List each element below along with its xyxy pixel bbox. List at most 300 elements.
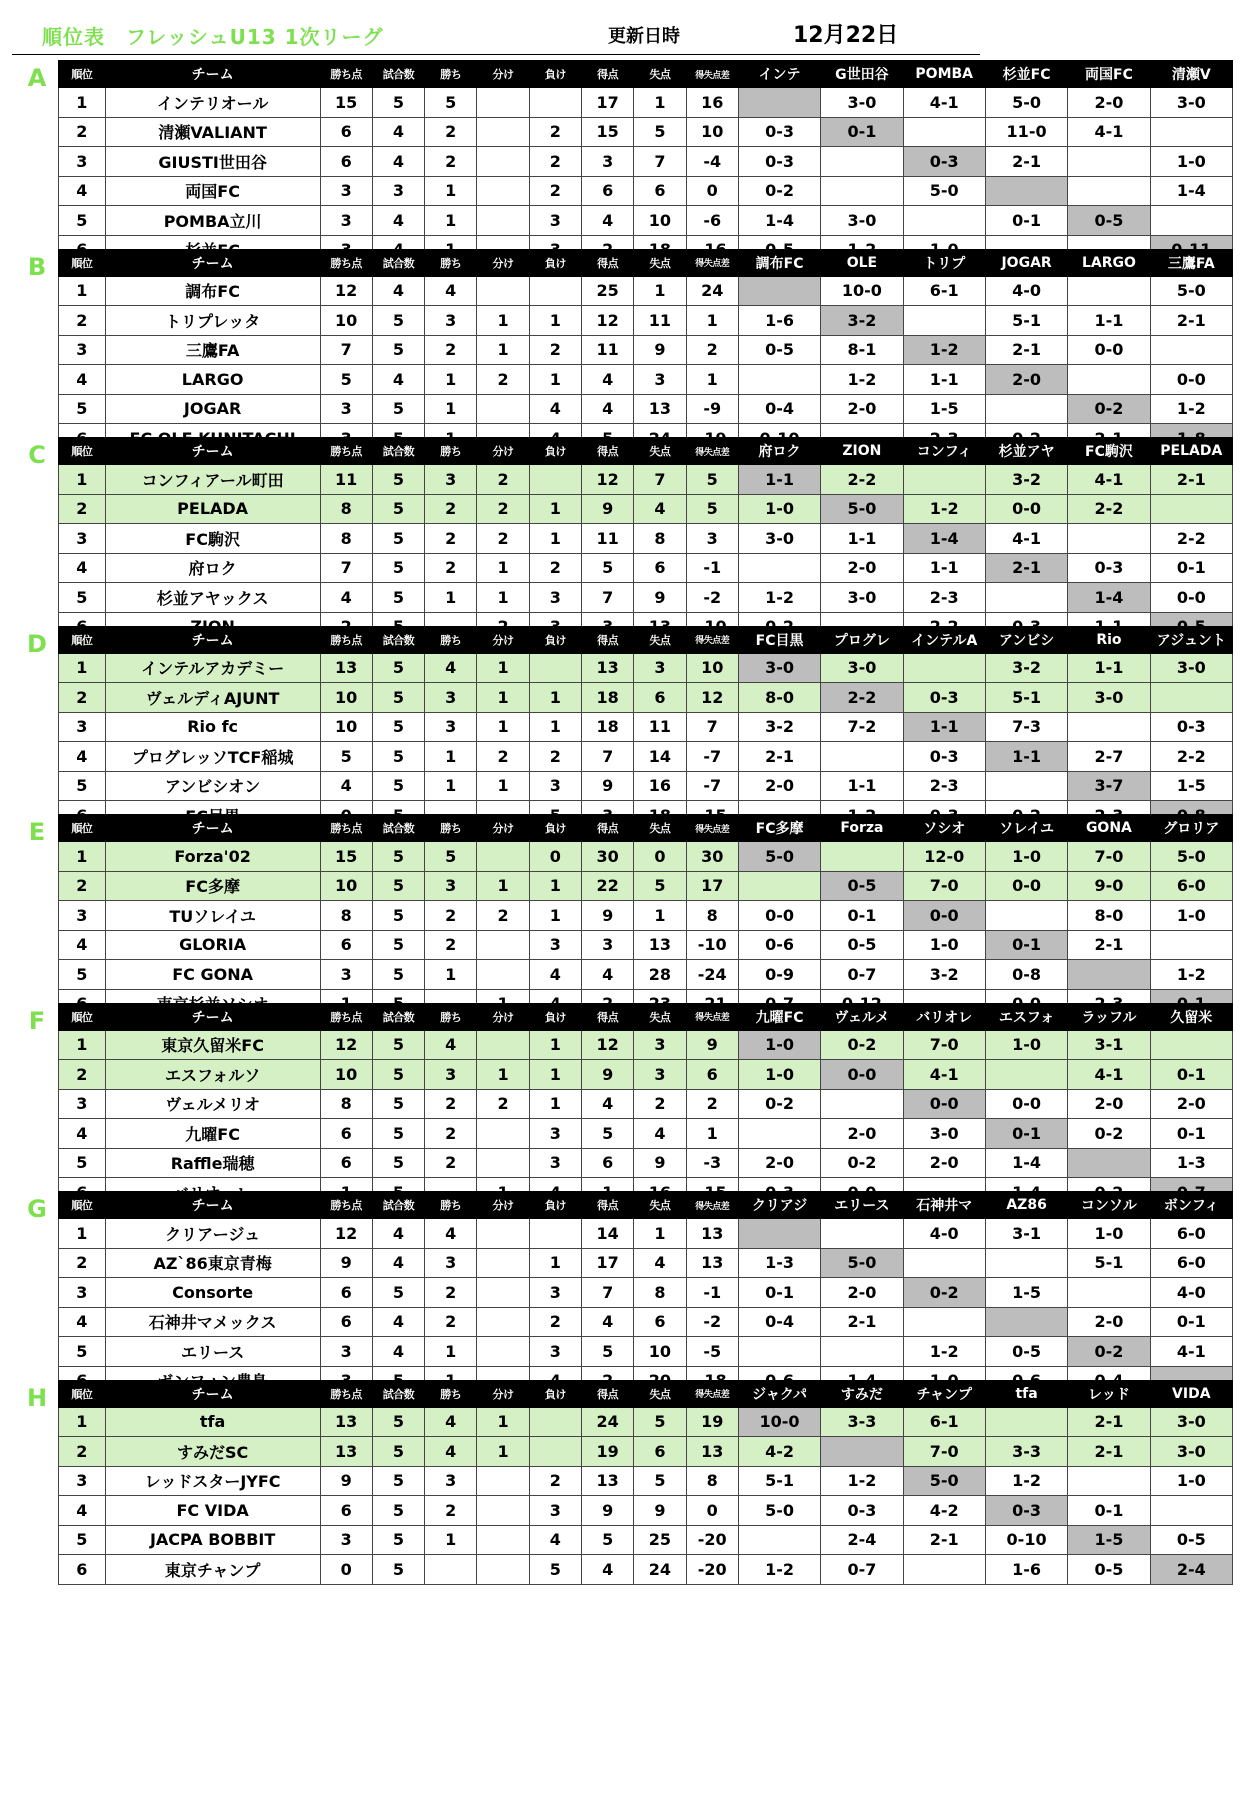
stat-cell: 4	[372, 1248, 424, 1278]
opponent-header: ヴェルメ	[821, 1003, 903, 1030]
stat-cell: 2	[59, 494, 106, 524]
result-cell	[1068, 1278, 1150, 1308]
stat-cell: 24	[581, 1407, 633, 1437]
result-cell: 2-1	[1068, 1437, 1150, 1467]
stat-cell	[529, 1437, 581, 1467]
column-header: 試合数	[372, 438, 424, 465]
stat-cell: 6	[320, 1119, 372, 1149]
stat-cell: 5	[372, 553, 424, 583]
result-cell: 4-1	[903, 1060, 985, 1090]
result-cell: 5-0	[1150, 842, 1232, 872]
stat-cell: 5	[372, 1148, 424, 1178]
team-name: Forza'02	[105, 842, 320, 872]
result-cell: 0-8	[985, 960, 1067, 990]
result-cell: 0-0	[738, 901, 820, 931]
table-row	[59, 1525, 1233, 1555]
stat-cell	[477, 1248, 529, 1278]
stat-cell: 4	[59, 742, 106, 772]
stat-cell: -24	[686, 960, 738, 990]
stat-cell: 28	[634, 960, 686, 990]
stat-cell: 6	[634, 1437, 686, 1467]
stat-cell: 17	[581, 88, 633, 118]
team-name: クリアージュ	[105, 1219, 320, 1249]
column-header: 得点	[581, 1003, 633, 1030]
stat-cell: 2	[477, 365, 529, 395]
stat-cell: 5	[372, 742, 424, 772]
stat-cell: 3	[59, 335, 106, 365]
result-cell: 5-0	[1150, 276, 1232, 306]
table-row	[59, 1437, 1233, 1467]
table-row	[59, 960, 1233, 990]
stat-cell: 6	[581, 1148, 633, 1178]
stat-cell: 6	[634, 683, 686, 713]
result-cell: 4-2	[903, 1496, 985, 1526]
team-name: JOGAR	[105, 394, 320, 424]
stat-cell: 4	[425, 1030, 477, 1060]
stat-cell: 8	[320, 494, 372, 524]
group-letter: A	[27, 64, 47, 92]
stat-cell: 7	[686, 712, 738, 742]
result-cell: 6-1	[903, 276, 985, 306]
result-cell: 0-5	[1150, 1525, 1232, 1555]
column-header: 得失点差	[686, 1003, 738, 1030]
team-name: AZ`86東京青梅	[105, 1248, 320, 1278]
stat-cell: 4	[581, 960, 633, 990]
header-divider	[12, 54, 980, 55]
result-cell: 4-0	[1150, 1278, 1232, 1308]
table-row	[59, 930, 1233, 960]
stat-cell: 4	[59, 1496, 106, 1526]
column-header: 順位	[59, 438, 106, 465]
self-match-cell	[738, 1219, 820, 1249]
result-cell: 3-0	[1150, 1407, 1232, 1437]
stat-cell: -9	[686, 394, 738, 424]
stat-cell: 2	[686, 335, 738, 365]
stat-cell: 9	[634, 583, 686, 613]
stat-cell: -6	[686, 206, 738, 236]
result-cell	[903, 206, 985, 236]
stat-cell: 7	[634, 147, 686, 177]
result-cell: 1-5	[1150, 771, 1232, 801]
team-name: FC GONA	[105, 960, 320, 990]
result-cell: 0-3	[1068, 553, 1150, 583]
result-cell: 1-0	[1150, 147, 1232, 177]
result-cell: 3-0	[903, 1119, 985, 1149]
stat-cell: 4	[59, 176, 106, 206]
result-cell: 6-0	[1150, 1248, 1232, 1278]
stat-cell	[477, 1555, 529, 1585]
table-row	[59, 1119, 1233, 1149]
result-cell	[903, 117, 985, 147]
opponent-header: FC多摩	[738, 815, 820, 842]
stat-cell: 4	[425, 653, 477, 683]
stat-cell: 4	[581, 1307, 633, 1337]
stat-cell: 1	[634, 1219, 686, 1249]
stat-cell: 2	[529, 147, 581, 177]
table-row	[59, 1060, 1233, 1090]
self-match-cell: 3-7	[1068, 771, 1150, 801]
column-header: 順位	[59, 1003, 106, 1030]
self-match-cell	[985, 176, 1067, 206]
team-name: 府ロク	[105, 553, 320, 583]
table-header-row	[59, 1003, 1233, 1030]
result-cell: 0-3	[903, 742, 985, 772]
opponent-header: POMBA	[903, 61, 985, 88]
table-row	[59, 871, 1233, 901]
result-cell	[1068, 1466, 1150, 1496]
stat-cell: 16	[686, 88, 738, 118]
group-letter: H	[26, 1383, 48, 1412]
stat-cell: 3	[425, 465, 477, 495]
stat-cell: 24	[634, 1555, 686, 1585]
column-header: 得失点差	[686, 626, 738, 653]
stat-cell: 17	[686, 871, 738, 901]
stat-cell: 5	[634, 871, 686, 901]
column-header: 順位	[59, 626, 106, 653]
result-cell: 2-1	[821, 1307, 903, 1337]
stat-cell: 1	[634, 88, 686, 118]
opponent-header: AZ86	[985, 1192, 1067, 1219]
result-cell: 3-0	[1150, 653, 1232, 683]
team-name: tfa	[105, 1407, 320, 1437]
result-cell	[985, 1060, 1067, 1090]
standings-table	[58, 1003, 1233, 1208]
stat-cell: 1	[425, 583, 477, 613]
table-row	[59, 88, 1233, 118]
self-match-cell: 5-0	[821, 1248, 903, 1278]
table-row	[59, 335, 1233, 365]
result-cell: 1-0	[903, 930, 985, 960]
stat-cell: 6	[686, 1060, 738, 1090]
result-cell: 4-1	[903, 88, 985, 118]
team-name: コンフィアール町田	[105, 465, 320, 495]
result-cell	[821, 1219, 903, 1249]
result-cell: 0-6	[738, 930, 820, 960]
stat-cell: 12	[581, 306, 633, 336]
stat-cell: 1	[477, 583, 529, 613]
stat-cell: 2	[59, 117, 106, 147]
result-cell: 1-2	[1150, 960, 1232, 990]
result-cell: 4-2	[738, 1437, 820, 1467]
opponent-header: PELADA	[1150, 438, 1232, 465]
result-cell	[821, 1089, 903, 1119]
self-match-cell: 0-5	[1068, 206, 1150, 236]
self-match-cell	[738, 276, 820, 306]
stat-cell: -7	[686, 742, 738, 772]
column-header: 分け	[477, 1003, 529, 1030]
stat-cell: 5	[581, 1119, 633, 1149]
stat-cell: 1	[477, 1407, 529, 1437]
result-cell: 2-2	[1150, 524, 1232, 554]
stat-cell: 9	[581, 901, 633, 931]
result-cell	[1068, 147, 1150, 177]
result-cell: 1-0	[738, 494, 820, 524]
stat-cell: 12	[320, 1030, 372, 1060]
team-name: エリース	[105, 1337, 320, 1367]
table-row	[59, 1030, 1233, 1060]
result-cell: 2-7	[1068, 742, 1150, 772]
stat-cell: 2	[425, 147, 477, 177]
column-header: 負け	[529, 815, 581, 842]
result-cell: 1-1	[821, 524, 903, 554]
table-header-row	[59, 438, 1233, 465]
result-cell: 0-10	[985, 1525, 1067, 1555]
result-cell	[821, 742, 903, 772]
stat-cell: 1	[425, 206, 477, 236]
result-cell: 3-1	[985, 1219, 1067, 1249]
result-cell: 6-0	[1150, 871, 1232, 901]
result-cell: 3-0	[1068, 683, 1150, 713]
stat-cell: 1	[59, 276, 106, 306]
stat-cell: 2	[477, 901, 529, 931]
stat-cell: 1	[477, 771, 529, 801]
result-cell	[1150, 335, 1232, 365]
result-cell: 5-1	[738, 1466, 820, 1496]
column-header: 分け	[477, 249, 529, 276]
opponent-header: 杉並アヤ	[985, 438, 1067, 465]
column-header: 試合数	[372, 626, 424, 653]
stat-cell: 1	[529, 1060, 581, 1090]
table-row	[59, 394, 1233, 424]
stat-cell: 10	[320, 871, 372, 901]
column-header: 失点	[634, 626, 686, 653]
opponent-header: 調布FC	[738, 249, 820, 276]
table-row	[59, 276, 1233, 306]
stat-cell	[529, 88, 581, 118]
self-match-cell: 0-2	[1068, 394, 1150, 424]
stat-cell: 3	[59, 1278, 106, 1308]
result-cell: 2-0	[821, 553, 903, 583]
result-cell: 3-0	[821, 653, 903, 683]
stat-cell: 6	[634, 176, 686, 206]
column-header: チーム	[105, 1192, 320, 1219]
stat-cell: 1	[477, 1060, 529, 1090]
self-match-cell	[821, 1437, 903, 1467]
result-cell: 1-5	[903, 394, 985, 424]
stat-cell: 2	[477, 524, 529, 554]
result-cell: 3-3	[821, 1407, 903, 1437]
stat-cell: 4	[372, 1307, 424, 1337]
column-header: 勝ち点	[320, 626, 372, 653]
stat-cell: 1	[425, 394, 477, 424]
stat-cell: 5	[372, 1089, 424, 1119]
stat-cell: 25	[634, 1525, 686, 1555]
stat-cell: 3	[320, 960, 372, 990]
stat-cell: 5	[59, 583, 106, 613]
stat-cell: 7	[320, 335, 372, 365]
stat-cell: 13	[320, 653, 372, 683]
result-cell: 0-0	[985, 494, 1067, 524]
team-name: ヴェルディAJUNT	[105, 683, 320, 713]
stat-cell: 3	[634, 653, 686, 683]
stat-cell	[477, 1337, 529, 1367]
result-cell: 1-2	[985, 1466, 1067, 1496]
stat-cell: 1	[477, 712, 529, 742]
team-name: インテリオール	[105, 88, 320, 118]
result-cell: 0-1	[1150, 1060, 1232, 1090]
result-cell: 2-1	[985, 147, 1067, 177]
standings-table	[58, 814, 1233, 1019]
stat-cell: 2	[529, 553, 581, 583]
stat-cell: 2	[529, 117, 581, 147]
result-cell	[1068, 524, 1150, 554]
stat-cell: 3	[529, 930, 581, 960]
team-name: TUソレイユ	[105, 901, 320, 931]
opponent-header: レッド	[1068, 1380, 1150, 1407]
result-cell: 1-0	[1150, 1466, 1232, 1496]
stat-cell: -1	[686, 553, 738, 583]
opponent-header: ラッフル	[1068, 1003, 1150, 1030]
team-name: 清瀬VALIANT	[105, 117, 320, 147]
result-cell: 5-0	[985, 88, 1067, 118]
stat-cell: 8	[320, 901, 372, 931]
result-cell: 0-1	[738, 1278, 820, 1308]
result-cell: 2-0	[1068, 1089, 1150, 1119]
stat-cell: 1	[59, 465, 106, 495]
result-cell: 0-1	[1150, 1307, 1232, 1337]
result-cell: 0-2	[821, 1148, 903, 1178]
self-match-cell: 1-0	[738, 1030, 820, 1060]
column-header: 順位	[59, 815, 106, 842]
stat-cell: 3	[425, 1466, 477, 1496]
stat-cell: 2	[634, 1089, 686, 1119]
result-cell: 0-5	[1068, 1555, 1150, 1585]
stat-cell: 5	[372, 712, 424, 742]
stat-cell	[477, 276, 529, 306]
stat-cell: 0	[634, 842, 686, 872]
stat-cell: 1	[686, 306, 738, 336]
result-cell	[1150, 1030, 1232, 1060]
table-header-row	[59, 1192, 1233, 1219]
result-cell: 2-2	[821, 465, 903, 495]
stat-cell: 13	[686, 1219, 738, 1249]
result-cell: 7-3	[985, 712, 1067, 742]
stat-cell: 10	[320, 712, 372, 742]
table-row	[59, 1307, 1233, 1337]
stat-cell: 2	[425, 1148, 477, 1178]
stat-cell: 5	[581, 1525, 633, 1555]
stat-cell: 1	[477, 653, 529, 683]
column-header: 失点	[634, 249, 686, 276]
page-title: 順位表 フレッシュU13 1次リーグ	[42, 25, 384, 49]
result-cell: 8-0	[1068, 901, 1150, 931]
column-header: 勝ち	[425, 1380, 477, 1407]
column-header: チーム	[105, 815, 320, 842]
result-cell: 1-5	[985, 1278, 1067, 1308]
stat-cell: 3	[59, 524, 106, 554]
result-cell: 1-2	[821, 365, 903, 395]
opponent-header: インテ	[738, 61, 820, 88]
stat-cell: 5	[59, 960, 106, 990]
table-header-row	[59, 815, 1233, 842]
result-cell	[821, 1337, 903, 1367]
stat-cell: 6	[320, 1148, 372, 1178]
stat-cell: 9	[686, 1030, 738, 1060]
result-cell: 1-2	[903, 494, 985, 524]
result-cell	[1068, 365, 1150, 395]
stat-cell: 12	[581, 1030, 633, 1060]
column-header: 試合数	[372, 1003, 424, 1030]
result-cell: 3-0	[821, 206, 903, 236]
team-name: 東京チャンプ	[105, 1555, 320, 1585]
stat-cell: 5	[372, 901, 424, 931]
result-cell: 2-2	[1150, 742, 1232, 772]
column-header: 得点	[581, 61, 633, 88]
table-row	[59, 901, 1233, 931]
team-name: PELADA	[105, 494, 320, 524]
stat-cell	[477, 1307, 529, 1337]
result-cell	[903, 306, 985, 336]
result-cell: 1-4	[985, 1148, 1067, 1178]
opponent-header: 杉並FC	[985, 61, 1067, 88]
opponent-header: FC駒沢	[1068, 438, 1150, 465]
result-cell: 0-2	[1068, 1119, 1150, 1149]
result-cell: 8-0	[738, 683, 820, 713]
stat-cell	[477, 1525, 529, 1555]
stat-cell: 12	[581, 465, 633, 495]
result-cell: 1-0	[1150, 901, 1232, 931]
result-cell: 2-0	[738, 771, 820, 801]
team-name: 調布FC	[105, 276, 320, 306]
table-row	[59, 653, 1233, 683]
self-match-cell: 1-4	[903, 524, 985, 554]
opponent-header: すみだ	[821, 1380, 903, 1407]
opponent-header: ソレイユ	[985, 815, 1067, 842]
opponent-header: JOGAR	[985, 249, 1067, 276]
table-row	[59, 683, 1233, 713]
self-match-cell: 0-3	[985, 1496, 1067, 1526]
result-cell: 0-1	[985, 206, 1067, 236]
stat-cell: 11	[581, 335, 633, 365]
stat-cell: 1	[529, 306, 581, 336]
opponent-header: チャンプ	[903, 1380, 985, 1407]
opponent-header: トリプ	[903, 249, 985, 276]
stat-cell: 9	[320, 1466, 372, 1496]
opponent-header: tfa	[985, 1380, 1067, 1407]
stat-cell: 1	[686, 1119, 738, 1149]
stat-cell: 8	[634, 1278, 686, 1308]
opponent-header: プログレ	[821, 626, 903, 653]
column-header: 失点	[634, 438, 686, 465]
result-cell: 0-0	[1068, 335, 1150, 365]
stat-cell: 5	[372, 1437, 424, 1467]
stat-cell: 4	[634, 1248, 686, 1278]
result-cell: 0-1	[821, 901, 903, 931]
result-cell: 0-5	[738, 335, 820, 365]
stat-cell: 4	[581, 394, 633, 424]
opponent-header: 久留米	[1150, 1003, 1232, 1030]
table-row	[59, 842, 1233, 872]
self-match-cell: 3-0	[738, 653, 820, 683]
column-header: 勝ち	[425, 815, 477, 842]
stat-cell: 3	[59, 147, 106, 177]
stat-cell: 2	[59, 871, 106, 901]
stat-cell: 11	[320, 465, 372, 495]
column-header: 失点	[634, 1192, 686, 1219]
stat-cell: 6	[320, 930, 372, 960]
stat-cell: 1	[477, 1437, 529, 1467]
stat-cell: 7	[320, 553, 372, 583]
stat-cell	[477, 117, 529, 147]
self-match-cell: 0-1	[985, 930, 1067, 960]
stat-cell: -7	[686, 771, 738, 801]
stat-cell	[529, 465, 581, 495]
stat-cell: 4	[372, 1337, 424, 1367]
result-cell: 3-2	[738, 712, 820, 742]
result-cell	[985, 1248, 1067, 1278]
stat-cell: 3	[529, 583, 581, 613]
result-cell: 0-3	[738, 117, 820, 147]
